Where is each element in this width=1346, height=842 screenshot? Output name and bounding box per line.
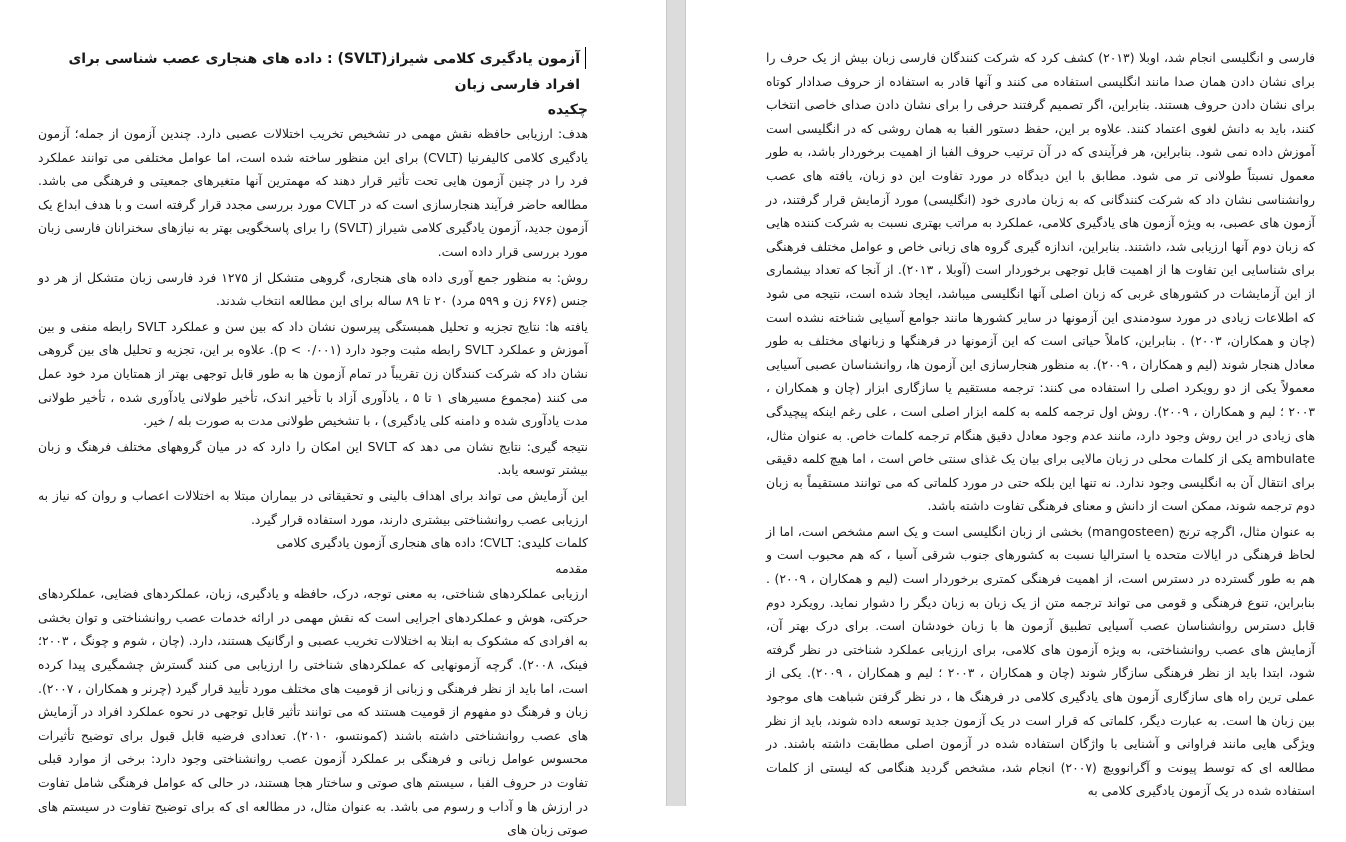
abstract-method: روش: به منظور جمع آوری داده های هنجاری، گروهی متشکل از ۱۲۷۵ فرد فارسی زبان متشکل از هر دو جنس (۶۷۶ زن و ۵۹۹ مرد) ۲۰ تا ۸۹ ساله برای این مطالعه انتخاب شدند. — [38, 269, 589, 309]
abstract-results: یافته ها: نتایج تجزیه و تحلیل همبستگی پیرسون نشان داد که بین سن و عملکرد SVLT رابطه منفی و بین آموزش و عملکرد SVLT رابطه مثبت وجود دارد (۰/۰۰۱ > p). علاوه بر این، تجزیه و تحلیل های بین گروهی نشان داد که شرکت کنندگان زن تقریباً در تمام آزمون ها به طور قابل توجهی بهتر از همتایان مرد خود عمل می کنند (مجموع مسیرهای ۱ تا ۵ ، یادآوری آزاد با تأخیر اندک، تأخیر طولانی یادآوری شده ، تأخیر طولانی مدت یادآوری شده و دامنه کلی یادگیری) ، با تشخیص طولانی مدت به صورت بله / خیر. — [38, 318, 588, 429]
page-title: آزمون یادگیری کلامی شیراز(SVLT) : داده های هنجاری عصب شناسی برای افراد فارسی زبان — [68, 51, 580, 93]
body-paragraph-2: به عنوان مثال، اگرچه ترنج (mangosteen) بخشی از زبان انگلیسی است و یک اسم مشخص است، اما از لحاظ فرهنگی در ایالات متحده یا استرالیا نسبت به کشورهای جنوب شرقی آسیا ، که هم محبوب است و هم به طور گسترده در دسترس است، از اهمیت فرهنگی کمتری برخوردار است (لیم و همکاران ، ۲۰۰۹) . بنابراین، تنوع فرهنگی و قومی می تواند ترجمه متن از یک زبان به زبان دیگر را دشوار نماید. رویکرد دوم قابل دسترس روانشناسان عصب آسیایی تطبیق آزمون ها با زبان خودشان است. برای درک بهتر آن، آزمایش های عصب روانشناختی، به ویژه آزمون های کلامی، برای ارزیابی عملکرد شناختی در نظر گرفته شود، ابتدا باید از نظر فرهنگی سازگار شوند (چان و همکاران ، ۲۰۰۳ ؛ لیم و همکاران ، ۲۰۰۹). یکی از عملی ترین راه های سازگاری آزمون های یادگیری کلامی در فرهنگ ها ، در نظر گرفتن شباهت های موجود بین زبان ها است. به عبارت دیگر، کلماتی که قرار است در یک آزمون جدید توسعه داده شوند، باید از نظر ویژگی هایی مانند فراوانی و آشنایی با واژگان استفاده شده در آزمون اصلی مطابقت داشته باشند. در مطالعه ای که توسط پیونت و آگرانوویچ (۲۰۰۷) انجام شد، مشخص گردید هنگامی که لیستی از کلمات استفاده شده در یک آزمون یادگیری کلامی به — [766, 523, 1316, 799]
abstract-conclusion: نتیجه گیری: نتایج نشان می دهد که SVLT این امکان را دارد که در میان گروههای مختلف فرهنگ و زبان بیشتر توسعه یابد. — [38, 438, 588, 478]
keywords: کلمات کلیدی: CVLT؛ داده های هنجاری آزمون یادگیری کلامی — [276, 535, 588, 551]
document-page-right — [686, 0, 1346, 806]
introduction-heading: مقدمه — [555, 560, 588, 576]
abstract-heading: چکیده — [547, 102, 588, 118]
document-page-left — [0, 0, 666, 838]
body-paragraph-1: فارسی و انگلیسی انجام شد، اوبلا (۲۰۱۳) کشف کرد که شرکت کنندگان فارسی زبان بیش از یک حرف را برای نشان دادن همان صدا مانند انگلیسی استفاده می کنند و آنها قادر به استفاده از حروف صدادار کوتاه برای نشان دادن حروف هستند. بنابراین، اگر تصمیم گرفتند حرفی را برای نشان دادن صدای خاصی انتخاب کنند، باید به دانش لغوی اعتماد کنند. علاوه بر این، حفظ دستور الفبا به همان روشی که در انگلیسی است آموزش داده نمی شود. بنابراین، هر فرآیندی که در آن ترتیب حروف الفبا از اهمیت برخوردار باشد، به طور معمول نسبتاً طولانی تر می شود. مطابق با این دیدگاه در مورد تفاوت این دو زبان، یافته های عصب روانشناسی نشان داد که شرکت کنندگانی که به زبان مادری خود (انگلیسی) مورد آزمایش قرار گرفتند، در آزمون های عصبی، به ویژه آزمون های یادگیری کلامی، عملکرد به مراتب بهتری نسبت به شرکت کننده هایی که زبان دوم آنها ارزیابی شد، داشتند. بنابراین، اندازه گیری گروه های زبانی خاص و عوامل مختلف فرهنگی برای شناسایی این تفاوت ها از اهمیت قابل توجهی برخوردار است (آوبلا ، ۲۰۱۳). از آنجا که تعداد بیشماری از این آزمایشات در کشورهای غربی که زبان اصلی آنها انگلیسی میباشد، ایجاد شده است، نتیجه می شود که اطلاعات زیادی در مورد سودمندی این آزمونها در سایر کشورها مانند جوامع آسیایی شناخته نشده است (چان و همکاران، ۲۰۰۳) . بنابراین، کاملاً حیاتی است که این آزمونها در فرهنگها و زبانهای مختلف به طور معادل هنجار شوند (لیم و همکاران ، ۲۰۰۹). به منظور هنجارسازی این آزمون ها، روانشناسان عصبی آسیایی معمولاً یکی از دو رویکرد اصلی را استفاده می کنند: ترجمه مستقیم یا سازگاری ابزار (چان و همکاران ، ۲۰۰۳ ؛ لیم و همکاران ، ۲۰۰۹). روش اول ترجمه کلمه به کلمه ابزار اصلی است ، علی رغم اینکه پیچیدگی های زیادی در این روش وجود دارد، مانند عدم وجود معادل دقیق هنگام ترجمه کلمات خاص. به عنوان مثال، ambulate یکی از کلمات محلی در زبان مالایی برای بیان یک غذای سنتی خاص است ، اما هیچ کلمه دقیقی برای انتقال آن به انگلیسی وجود ندارد. نه تنها این بلکه حتی در مورد کلماتی که می توانند مستقیماً به زبان دوم ترجمه شوند، ممکن است از دانش و معنای فرهنگی تفاوت داشته باشد. — [766, 50, 1316, 514]
abstract-objective: هدف: ارزیابی حافظه نقش مهمی در تشخیص تخریب اختلالات عصبی دارد. چندین آزمون از جمله؛ آزمون یادگیری کلامی کالیفرنیا (CVLT) برای این منظور ساخته شده است، اما عوامل مختلفی می توانند عملکرد فرد را در چنین آزمون هایی تحت تأثیر قرار دهند که مهمترین آنها متغیرهای جمعیتی و فرهنگی می باشد. مطالعه حاضر فرآیند هنجارسازی است که در CVLT مورد بررسی مجدد قرار گرفته است و با هدف ابداع یک آزمون جدید، آزمون یادگیری کلامی شیراز (SVLT) را برای پاسخگویی بهتر به نیازهای سخنرانان فارسی زبان مورد بررسی قرار داده است. — [38, 126, 588, 259]
abstract-usage: این آزمایش می تواند برای اهداف بالینی و تحقیقاتی در بیماران مبتلا به اختلالات اعصاب و روان که نیاز به ارزیابی عصب روانشناختی بیشتری دارند، مورد استفاده قرار گیرد. — [38, 487, 588, 527]
page-gutter — [666, 0, 686, 806]
introduction-paragraph: ارزیابی عملکردهای شناختی، به معنی توجه، درک، حافظه و یادگیری، زبان، عملکردهای فضایی، عملکردهای حرکتی، هوش و عملکردهای اجرایی است که نقش مهمی در ارائه خدمات عصب روانشناختی و توان بخشی به افرادی که مشکوک به ابتلا به اختلالات تخریب عصبی و ارگانیک هستند، دارد. (چان ، شوم و چونگ ، ۲۰۰۳؛ فینک، ۲۰۰۸). گرچه آزمونهایی که عملکردهای شناختی را ارزیابی می کنند گسترش چشمگیری پیدا کرده است، اما باید از نظر فرهنگی و زبانی از قومیت های مختلف مورد تأیید قرار گیرد (چرنر و همکاران ، ۲۰۰۷). زبان و فرهنگ دو مفهوم از قومیت هستند که می توانند تأثیر قابل توجهی در نحوه عملکرد افراد در آزمایش های عصب روانشناختی داشته باشند (کمونتسو، ۲۰۱۰). تعدادی فرضیه قابل قبول برای توضیح تأثیرات محسوس عوامل زبانی و فرهنگی بر عملکرد آزمون عصب روانشناختی وجود دارد: برخی از موارد قبلی تفاوت در حروف الفبا ، سیستم های صوتی و ساختار هجا هستند، در حالی که عوامل فرهنگی شامل تفاوت در ارزش ها و آداب و رسوم می باشد. به عنوان مثال، در مطالعه ای که برای توضیح تفاوت در سیستم های صوتی زبان های — [38, 586, 588, 838]
text-cursor — [585, 47, 586, 69]
